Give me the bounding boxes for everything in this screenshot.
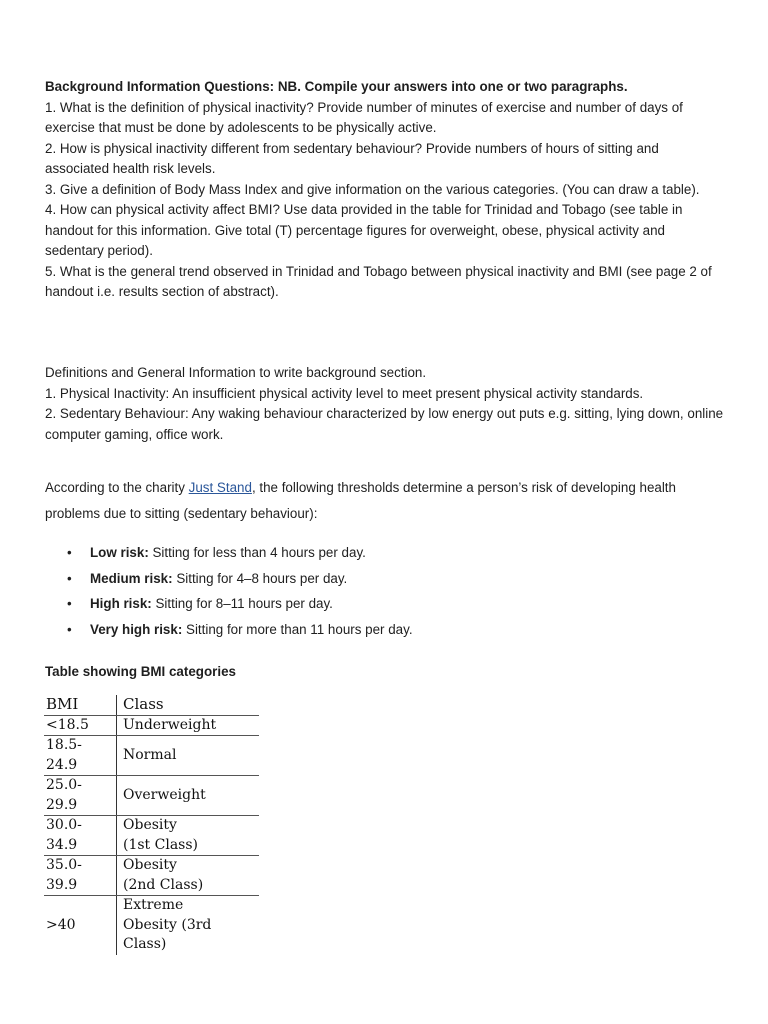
question-item: 3. Give a definition of Body Mass Index and give information on the various categories. (You can draw a table). [45, 181, 700, 197]
intro-text-after: , the following thresholds determine a person’s risk of developing health problems due to sitting (sedentary behaviour): [45, 480, 676, 521]
risk-label: Very high risk: [90, 621, 183, 637]
bmi-cell: >40 [44, 896, 117, 955]
bmi-cell: 35.0-39.9 [44, 856, 117, 896]
class-cell [117, 856, 260, 896]
intro-text-before: According to the charity [45, 480, 189, 495]
class-cell [117, 896, 260, 955]
class-line: Normal [123, 746, 177, 763]
bullet-icon: • [67, 621, 72, 637]
bullet-icon: • [67, 596, 72, 611]
bullet-icon: • [67, 545, 72, 560]
risk-label: High risk: [90, 596, 152, 611]
header-class: Class [117, 695, 260, 715]
class-line: (1st Class) [123, 836, 198, 853]
question-item: 5. What is the general trend observed in Trinidad and Tobago between physical inactivity and BMI (see page 2 of handout i.e. results section of abstract). [45, 263, 712, 299]
risk-text: Sitting for more than 11 hours per day. [182, 621, 413, 637]
question-item: 1. What is the definition of physical inactivity? Provide number of minutes of exercise and number of days of exercise that must be done by adolescents to be physically active. [45, 99, 683, 135]
class-cell [117, 736, 260, 776]
class-line: (2nd Class) [123, 876, 204, 893]
class-line: Obesity [123, 817, 177, 833]
table-row [44, 816, 259, 856]
list-item [45, 569, 725, 595]
class-line: Obesity [123, 857, 177, 873]
background-questions [45, 77, 725, 303]
class-cell [117, 816, 260, 856]
list-item [45, 620, 725, 646]
question-item: 2. How is physical inactivity different from sedentary behaviour? Provide numbers of hours of sitting and associated health risk levels. [45, 140, 659, 176]
class-line: Extreme [123, 897, 184, 913]
definitions-heading: Definitions and General Information to write background section. [45, 365, 427, 380]
risk-text: Sitting for 4–8 hours per day. [172, 570, 348, 586]
header-bmi: BMI [44, 695, 117, 715]
questions-heading: Background Information Questions: NB. Compile your answers into one or two paragraphs. [45, 79, 628, 94]
class-line: Obesity (3rd Class) [123, 916, 212, 952]
risk-label: Medium risk: [90, 570, 173, 586]
definition-item: 1. Physical Inactivity: An insufficient physical activity level to meet present physical activity standards. [45, 385, 644, 401]
risk-text: Sitting for 8–11 hours per day. [151, 596, 333, 611]
risk-intro-paragraph [45, 475, 725, 526]
bmi-cell: <18.5 [44, 715, 117, 736]
class-cell [117, 715, 260, 736]
table-row [44, 896, 259, 955]
table-row [44, 736, 259, 776]
class-line: Overweight [123, 786, 206, 803]
risk-list [45, 543, 725, 645]
bullet-icon: • [67, 570, 72, 586]
risk-text: Sitting for less than 4 hours per day. [148, 545, 366, 560]
bmi-cell: 18.5-24.9 [44, 736, 117, 776]
table-row [44, 856, 259, 896]
class-line: Underweight [123, 716, 217, 733]
class-cell [117, 776, 260, 816]
bmi-cell: 30.0-34.9 [44, 816, 117, 856]
list-item [45, 543, 725, 569]
just-stand-link[interactable]: Just Stand [188, 480, 252, 495]
table-row [44, 776, 259, 816]
bmi-cell: 25.0-29.9 [44, 776, 117, 816]
risk-label: Low risk: [90, 545, 149, 560]
definition-item: 2. Sedentary Behaviour: Any waking behaviour characterized by low energy out puts e.g. sitting, lying down, online computer gaming, office work. [45, 406, 724, 442]
table-row [44, 715, 259, 736]
table-caption: Table showing BMI categories [45, 664, 236, 679]
table-header-row [44, 695, 259, 715]
definitions-section [45, 363, 725, 445]
bmi-table [44, 695, 259, 955]
question-item: 4. How can physical activity affect BMI? Use data provided in the table for Trinidad and Tobago (see table in handout for this information. Give total (T) percentage figures for overweight, obese, physical activity and sedentary period). [45, 202, 683, 258]
list-item [45, 594, 725, 620]
